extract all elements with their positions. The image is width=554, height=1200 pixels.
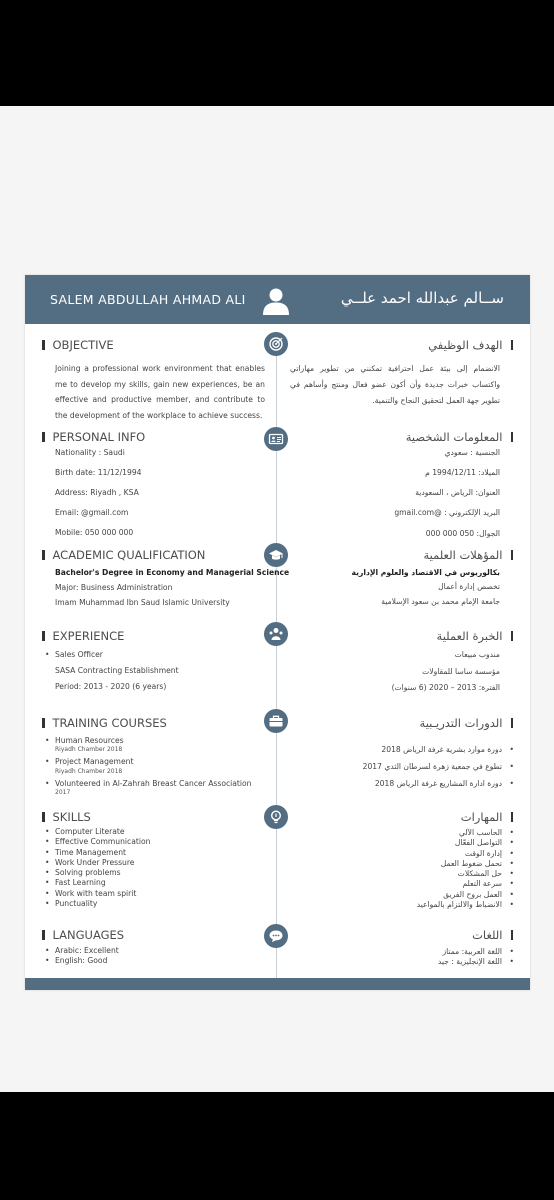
personal-address-en: Address: Riyadh , KSA [55, 488, 139, 497]
skills-list-ar [417, 828, 514, 910]
training-item-name: Volunteered in Al-Zahrah Breast Cancer Association [55, 778, 252, 788]
languages-heading-en: LANGUAGES [42, 928, 124, 942]
graduation-cap-icon [264, 543, 288, 567]
skills-list-en [45, 827, 150, 909]
name-arabic: ســالم عبدالله احمد علــي [340, 289, 504, 307]
personal-mobile-en: Mobile: 050 000 000 [55, 528, 134, 537]
team-icon [264, 622, 288, 646]
language-item-en: • English: Good [55, 956, 119, 966]
training-item-en [55, 779, 251, 797]
skill-item-ar: • العمل بروح الفريق [417, 890, 502, 900]
training-item-sub: Riyadh Chamber 2018 [55, 746, 123, 754]
chat-bubble-icon [264, 924, 288, 948]
screen-bottom-bar [0, 1092, 554, 1200]
experience-heading-ar: الخبرة العملية [437, 629, 513, 643]
academic-heading-en: ACADEMIC QUALIFICATION [42, 548, 205, 562]
academic-degree-ar: بكالوريوس في الاقتصاد والعلوم الإدارية [351, 568, 500, 577]
academic-university-en: Imam Muhammad Ibn Saud Islamic University [55, 598, 230, 607]
academic-major-en: Major: Business Administration [55, 583, 173, 592]
training-item-ar: • دورة ادارة المشاريع غرفة الرياض 2018 [363, 775, 502, 792]
resume-header [25, 275, 530, 324]
resume-footer-bar [25, 978, 530, 990]
academic-major-ar: تخصص إدارة أعمال [438, 582, 500, 591]
training-list-ar [363, 741, 514, 792]
objective-heading-en: OBJECTIVE [42, 338, 114, 352]
experience-role-ar: مندوب مبيعات [454, 650, 500, 659]
training-item-name: Project Management [55, 757, 134, 767]
id-card-icon [264, 427, 288, 451]
languages-list-en [45, 946, 119, 967]
resume-page [25, 275, 530, 990]
training-item-en [55, 736, 251, 754]
target-icon [264, 332, 288, 356]
skill-item-ar: • حل المشكلات [417, 869, 502, 879]
experience-role-list-en [45, 650, 103, 660]
experience-role-en: • Sales Officer [55, 650, 103, 660]
languages-list-ar [438, 947, 514, 968]
training-item-ar: • دورة موارد بشرية غرفة الرياض 2018 [363, 741, 502, 758]
personal-heading-en: PERSONAL INFO [42, 430, 145, 444]
training-list-en [45, 736, 251, 797]
skill-item-ar: • تحمل ضغوط العمل [417, 859, 502, 869]
skill-item-en: • Work with team spirit [55, 889, 150, 899]
person-icon [261, 287, 291, 315]
skill-item-ar: • إدارة الوقت [417, 849, 502, 859]
training-heading-ar: الدورات التدريـبية [420, 716, 513, 730]
personal-heading-ar: المعلومات الشخصية [406, 430, 513, 444]
experience-period-en: Period: 2013 - 2020 (6 years) [55, 682, 167, 691]
skill-item-ar: • التواصل الفعّال [417, 838, 502, 848]
skill-item-en: • Punctuality [55, 899, 150, 909]
personal-email-ar: البريد الإلكتروني : @gmail.com [394, 508, 500, 517]
skill-item-en: • Solving problems [55, 868, 150, 878]
skills-heading-ar: المهارات [461, 810, 513, 824]
personal-address-ar: العنوان: الرياض ، السعودية [415, 488, 500, 497]
skill-item-en: • Work Under Pressure [55, 858, 150, 868]
screen-top-bar [0, 0, 554, 106]
skill-item-en: • Fast Learning [55, 878, 150, 888]
experience-period-ar: الفترة: 2013 – 2020 (6 سنوات) [391, 683, 500, 692]
academic-heading-ar: المؤهلات العلمية [423, 548, 513, 562]
languages-heading-ar: اللغات [472, 928, 513, 942]
personal-mobile-ar: الجوال: 050 000 000 [425, 529, 500, 538]
skill-item-en: • Effective Communication [55, 837, 150, 847]
personal-email-en: Email: @gmail.com [55, 508, 129, 517]
name-english: SALEM ABDULLAH AHMAD ALI [50, 292, 246, 307]
training-item-sub: 2017 [55, 788, 71, 796]
personal-birthdate-ar: الميلاد: 1994/12/11 م [425, 468, 500, 477]
experience-heading-en: EXPERIENCE [42, 629, 124, 643]
lightbulb-icon [264, 805, 288, 829]
academic-degree-en: Bachelor's Degree in Economy and Managerial Science [55, 568, 290, 577]
training-item-name: Human Resources [55, 736, 124, 745]
language-item-en: • Arabic: Excellent [55, 946, 119, 956]
objective-text-ar: الانضمام إلى بيئة عمل احترافية تمكنني من تطوير مهاراتي واكتساب خبرات جديدة وأن أكون عضو فعال ومنتج وأساهم في تطوير جهة العمل لتحقيق النجاح والتنمية. [290, 364, 500, 405]
training-item-en [55, 757, 251, 775]
skill-item-en: • Time Management [55, 848, 150, 858]
skill-item-ar: • سرعة التعلم [417, 879, 502, 889]
personal-nationality-en: Nationality : Saudi [55, 448, 125, 457]
experience-company-ar: مؤسسة ساسا للمقاولات [422, 667, 500, 676]
personal-birthdate-en: Birth date: 11/12/1994 [55, 468, 142, 477]
skills-heading-en: SKILLS [42, 810, 91, 824]
skill-item-ar: • الانضباط والالتزام بالمواعيد [417, 900, 502, 910]
experience-company-en: SASA Contracting Establishment [55, 666, 179, 675]
personal-nationality-ar: الجنسية : سعودي [444, 448, 500, 457]
objective-heading-ar: الهدف الوظيفي [428, 338, 513, 352]
training-item-sub: Riyadh Chamber 2018 [55, 767, 123, 775]
skill-item-en: • Computer Literate [55, 827, 150, 837]
skill-item-ar: • الحاسب الآلي [417, 828, 502, 838]
training-item-ar: • تطوع في جمعية زهرة لسرطان الثدي 2017 [363, 758, 502, 775]
academic-university-ar: جامعة الإمام محمد بن سعود الإسلامية [381, 597, 500, 606]
training-heading-en: TRAINING COURSES [42, 716, 167, 730]
language-item-ar: • اللغة العربية: ممتاز [438, 947, 502, 957]
objective-text-en: Joining a professional work environment that enables me to develop my skills, gain new experiences, be an effective and productive member, and contribute to the development of the workplace to achieve success. [55, 364, 265, 420]
language-item-ar: • اللغة الإنجليزية : جيد [438, 957, 502, 967]
briefcase-icon [264, 709, 288, 733]
